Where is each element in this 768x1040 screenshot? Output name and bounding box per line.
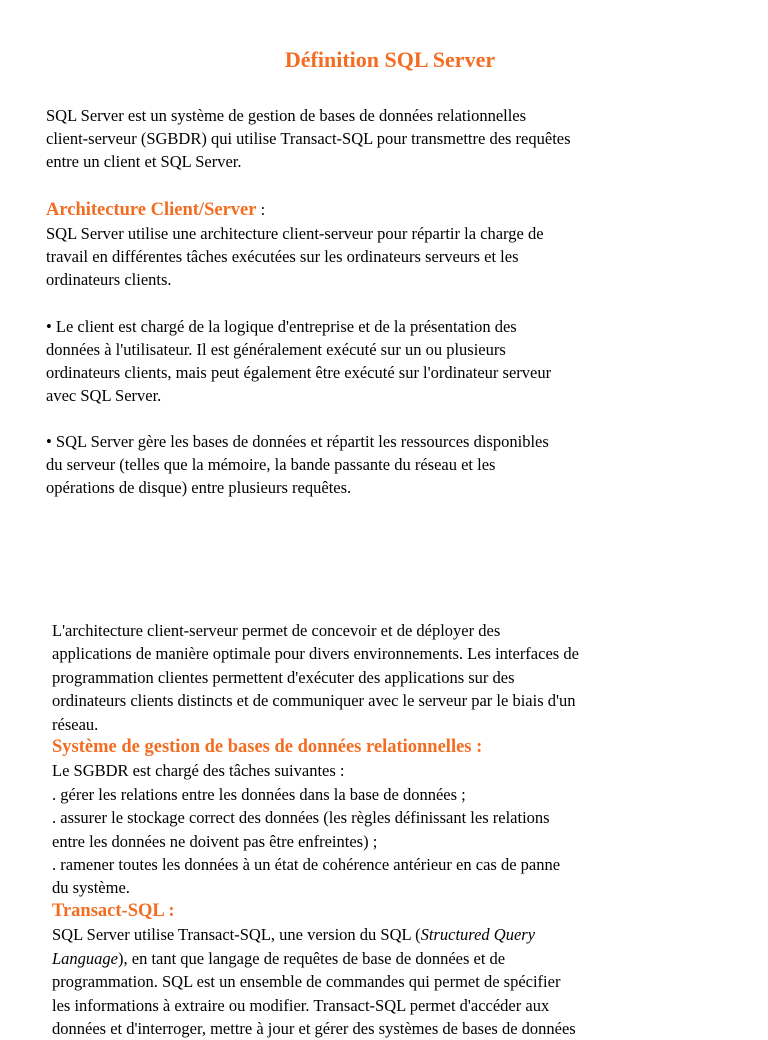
- intro-line: client-serveur (SGBDR) qui utilise Transact-SQL pour transmettre des requêtes: [46, 129, 571, 148]
- transact-line: données et d'interroger, mettre à jour et gérer des systèmes de bases de données: [52, 1019, 576, 1039]
- sgbdr-line: entre les données ne doivent pas être enfreintes) ;: [52, 831, 378, 851]
- sgbdr-line: . assurer le stockage correct des données (les règles définissant les relations: [52, 808, 550, 828]
- bullet-client-line: avec SQL Server.: [46, 386, 162, 405]
- transact-section: [52, 900, 576, 1040]
- sgbdr-line: . ramener toutes les données à un état de cohérence antérieur en cas de panne: [52, 855, 561, 875]
- sgbdr-section: [52, 736, 560, 900]
- client-server-line: ordinateurs clients distincts et de communiquer avec le serveur par le biais d'un: [52, 691, 576, 711]
- page-title: Définition SQL Server: [284, 47, 496, 72]
- bullet-client-line: ordinateurs clients, mais peut également être exécuté sur l'ordinateur serveur: [46, 363, 552, 382]
- bullet-server-line: du serveur (telles que la mémoire, la bande passante du réseau et les: [46, 455, 496, 474]
- transact-line1-text: SQL Server utilise Transact-SQL, une version du SQL (: [52, 925, 421, 945]
- transact-line1-italic: Structured Query: [420, 925, 536, 945]
- bullet-client-line: données à l'utilisateur. Il est généralement exécuté sur un ou plusieurs: [46, 340, 506, 359]
- architecture-line: SQL Server utilise une architecture client-serveur pour répartir la charge de: [46, 224, 544, 243]
- client-server-paragraph: [52, 619, 579, 736]
- architecture-line: travail en différentes tâches exécutées sur les ordinateurs serveurs et les: [46, 247, 519, 266]
- transact-line: les informations à extraire ou modifier. Transact-SQL permet d'accéder aux: [52, 995, 550, 1015]
- client-server-line: programmation clientes permettent d'exécuter des applications sur des: [52, 667, 515, 687]
- architecture-line: ordinateurs clients.: [46, 270, 172, 289]
- transact-line2-text: ), en tant que langage de requêtes de base de données et de: [118, 948, 506, 968]
- bullet-server-line: • SQL Server gère les bases de données et répartit les ressources disponibles: [46, 432, 549, 451]
- transact-line: [52, 947, 576, 970]
- bullet-client-paragraph: [46, 315, 551, 407]
- sgbdr-heading: Système de gestion de bases de données relationnelles :: [52, 737, 483, 757]
- intro-line: SQL Server est un système de gestion de bases de données relationnelles: [46, 106, 527, 125]
- bullet-client-line: • Le client est chargé de la logique d'entreprise et de la présentation des: [46, 317, 517, 336]
- architecture-section: [46, 198, 544, 291]
- architecture-heading-colon: :: [256, 200, 266, 219]
- sgbdr-line: Le SGBDR est chargé des tâches suivantes :: [52, 761, 345, 781]
- architecture-heading-row: [46, 198, 544, 222]
- bullet-server-paragraph: [46, 430, 549, 499]
- client-server-line: L'architecture client-serveur permet de concevoir et de déployer des: [52, 621, 501, 640]
- architecture-heading: Architecture Client/Server: [46, 200, 257, 220]
- transact-heading: Transact-SQL :: [52, 901, 175, 921]
- sgbdr-line: . gérer les relations entre les données dans la base de données ;: [52, 784, 466, 804]
- intro-paragraph: [46, 104, 571, 173]
- transact-line: programmation. SQL est un ensemble de commandes qui permet de spécifier: [52, 972, 561, 992]
- transact-line2-italic: Language: [52, 948, 118, 968]
- client-server-line: réseau.: [52, 714, 99, 734]
- client-server-line: applications de manière optimale pour divers environnements. Les interfaces de: [52, 644, 579, 664]
- bullet-server-line: opérations de disque) entre plusieurs requêtes.: [46, 478, 352, 497]
- transact-line: [52, 923, 576, 946]
- sgbdr-line: du système.: [52, 878, 130, 898]
- intro-line: entre un client et SQL Server.: [46, 152, 242, 171]
